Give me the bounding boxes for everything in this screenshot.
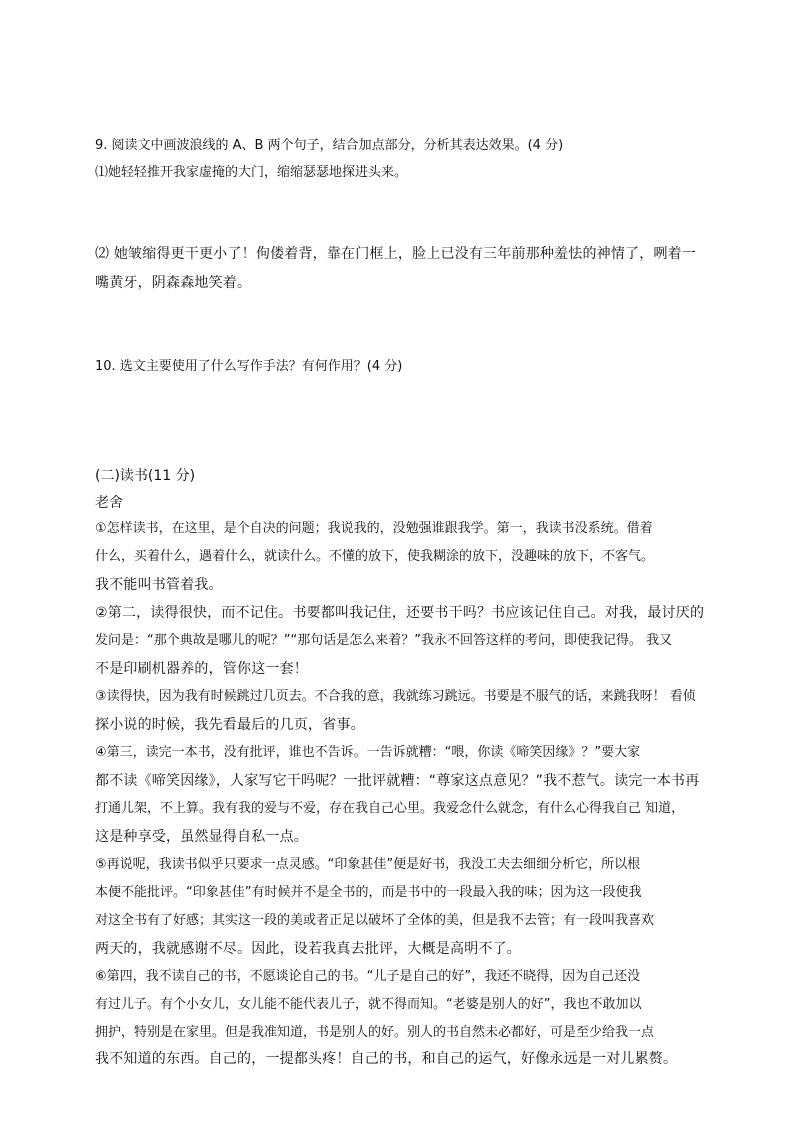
passage-line: 都不读《啼笑因缘》，人家写它干吗呢？一批评就糟：“尊家这点意见？”我不惹气。读完一本书再 bbox=[95, 773, 700, 789]
question-9-sentence-a: ⑴她轻轻推开我家虚掩的大门，缩缩瑟瑟地探进头来。 bbox=[95, 165, 408, 180]
question-9-sentence-b-line2: 嘴黄牙，阴森森地笑着。 bbox=[95, 275, 252, 291]
passage-line: ②第二，读得很快，而不记住。书要都叫我记住，还要书干吗？书应该记住自己。对我，最讨厌的 bbox=[95, 605, 705, 621]
passage-line: ①怎样读书，在这里，是个自决的问题；我说我的，没勉强谁跟我学。第一，我读书没系统。借着 bbox=[95, 521, 653, 536]
passage-line: 不是印刷机器养的，管你这一套！ bbox=[95, 661, 308, 677]
section-heading: (二)读书(11 分) bbox=[95, 468, 196, 484]
passage-line: 什么，买着什么，遇着什么，就读什么。不懂的放下，使我糊涂的放下，没趣味的放下，不客气。 bbox=[95, 549, 655, 564]
passage-line: 打通儿架，不上算。我有我的爱与不爱，存在我自己心里。我爱念什么就念，有什么心得我自己 知道， bbox=[95, 801, 685, 816]
passage-line: 探小说的时候，我先看最后的几页，省事。 bbox=[95, 717, 365, 733]
passage-line: 两天的，我就感谢不尽。因此，设若我真去批评，大概是高明不了。 bbox=[95, 941, 521, 957]
passage-line: 拥护，特别是在家里。但是我准知道，书是别人的好。别人的书自然未必都好，可是至少给我一点 bbox=[95, 1025, 655, 1040]
passage-line: 发问是：“那个典故是哪儿的呢？”“那句话是怎么来着？”我永不回答这样的考问，即使我记得。 我又 bbox=[95, 633, 673, 648]
author-name: 老舍 bbox=[95, 495, 123, 511]
passage-line: 本便不能批评。“印象甚佳”有时候并不是全书的，而是书中的一段最入我的味；因为这一段使我 bbox=[95, 885, 642, 900]
question-9-sentence-b-line1: ⑵ 她皱缩得更干更小了！佝偻着背，靠在门框上，脸上已没有三年前那种羞怯的神情了，咧着一 bbox=[95, 246, 697, 262]
passage-line: 我不能叫书管着我。 bbox=[95, 577, 223, 593]
passage-line: ③读得快，因为我有时候跳过几页去。不合我的意，我就练习跳远。书要是不服气的话，来跳我呀！ 看侦 bbox=[95, 689, 696, 704]
passage-line: ⑥第四，我不读自己的书，不愿谈论自己的书。“儿子是自己的好”，我还不晓得，因为自己还没 bbox=[95, 969, 641, 984]
passage-line: 有过儿子。有个小女儿，女儿能不能代表儿子，就不得而知。“老婆是别人的好”，我也不敢加以 bbox=[95, 997, 642, 1012]
passage-line: ④第三，读完一本书，没有批评，谁也不告诉。一告诉就糟：“喂，你读《啼笑因缘》？”要大家 bbox=[95, 745, 641, 760]
passage-line: 这是种享受，虽然显得自私一点。 bbox=[95, 829, 308, 845]
passage-line: 我不知道的东西。自己的，一提都头疼！自己的书，和自己的运气，好像永远是一对儿累赘。 bbox=[95, 1051, 678, 1067]
passage-line: 对这全书有了好感；其实这一段的美或者正足以破坏了全体的美，但是我不去管；有一段叫我喜欢 bbox=[95, 913, 655, 928]
question-10-prompt: 10. 选文主要使用了什么写作手法？有何作用？(4 分) bbox=[95, 359, 403, 374]
question-9-prompt: 9. 阅读文中画波浪线的 A、B 两个句子，结合加点部分，分析其表达效果。(4 分) bbox=[95, 138, 564, 153]
passage-line: ⑤再说呢，我读书似乎只要求一点灵感。“印象甚佳”便是好书，我没工夫去细细分析它，所以根 bbox=[95, 857, 641, 872]
